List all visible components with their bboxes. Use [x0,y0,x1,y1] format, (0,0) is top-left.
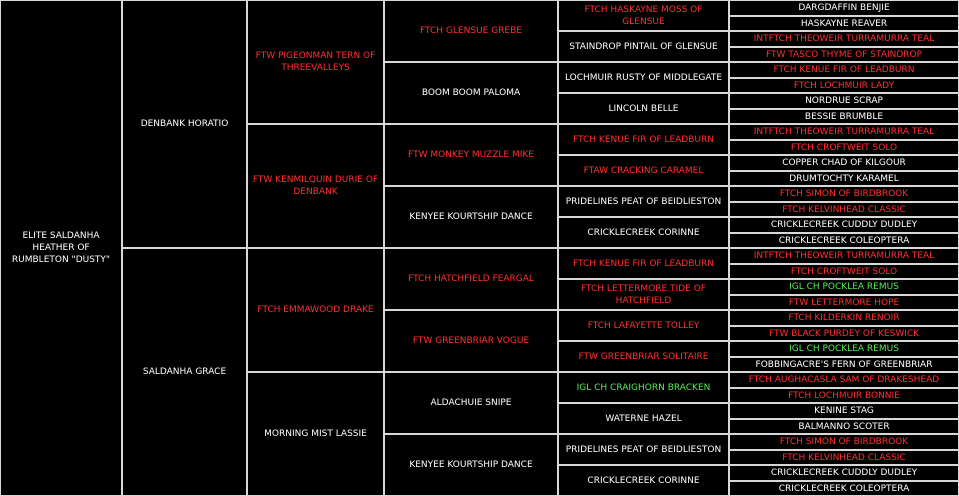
g5-ancestor-cell [729,248,959,264]
g5-ancestor-cell [729,140,959,155]
dog-name: KENYEE KOURTSHIP DANCE [409,460,533,470]
g5-ancestor-cell [729,372,959,388]
dog-name: FTW GREENBRIAR SOLITAIRE [578,351,709,362]
dog-name: CRICKLECREEK CUDDLY DUDLEY [770,220,918,230]
dog-name: FTW KENMILQUIN DURIE OF DENBANK [252,175,379,197]
g5-ancestor-cell [729,0,959,16]
dog-name: KENINE STAG [814,406,874,416]
g4-ancestor-cell [558,124,729,155]
dog-name: FTCH LOCHMUIR BONNIE [788,390,900,401]
dog-name: ELITE SALDANHA HEATHER OF RUMBLETON "DUSTY" [11,231,111,265]
great-grandparent-cell [384,310,558,372]
dog-name: CRICKLECREEK CUDDLY DUDLEY [770,468,918,478]
dog-name: IGL CH CRAIGHORN BRACKEN [576,382,711,393]
dog-name: LINCOLN BELLE [608,103,679,114]
g5-ancestor-cell [729,171,959,186]
dog-name: WATERNE HAZEL [605,413,682,424]
g4-ancestor-cell [558,310,729,341]
dog-name: PRIDELINES PEAT OF BEIDLIESTON [565,444,722,455]
dog-name: FTCH KELVINHEAD CLASSIC [782,452,906,463]
g5-ancestor-cell [729,326,959,341]
dog-name: NORDRUE SCRAP [805,96,883,106]
dog-name: FTCH KENUE FIR OF LEADBURN [573,258,714,269]
g5-ancestor-cell [729,109,959,124]
g5-ancestor-cell [729,465,959,481]
g4-ancestor-cell [558,217,729,248]
g5-ancestor-cell [729,295,959,310]
dog-name: COPPER CHAD OF KILGOUR [782,158,906,168]
great-grandparent-cell [384,124,558,186]
g5-ancestor-cell [729,357,959,372]
g5-ancestor-cell [729,388,959,403]
dog-name: FTCH CROFTWEIT SOLO [790,266,898,277]
grandparent-cell [247,124,384,248]
g4-ancestor-cell [558,0,729,31]
subject-cell [0,0,122,496]
g5-ancestor-cell [729,93,959,109]
g4-ancestor-cell [558,465,729,496]
great-grandparent-cell [384,248,558,310]
dog-name: FTCH SIMON OF BIRDBROOK [779,189,909,199]
grandparent-cell [247,372,384,496]
dog-name: DARGDAFFIN BENJIE [798,3,890,13]
g4-ancestor-cell [558,93,729,124]
dog-name: FTW LETTERMORE HOPE [788,297,900,308]
dog-name: FTCH LETTERMORE TIDE OF HATCHFIELD [581,283,706,306]
g4-ancestor-cell [558,155,729,186]
dog-name: CRICKLECREEK CORINNE [587,475,700,486]
g5-ancestor-cell [729,31,959,47]
g5-ancestor-cell [729,450,959,465]
g4-ancestor-cell [558,372,729,403]
g5-ancestor-cell [729,62,959,78]
g4-ancestor-cell [558,62,729,93]
dog-name: FTCH HASKAYNE MOSS OF GLENSUE [584,4,703,27]
sire-dam-cell [122,248,247,496]
great-grandparent-cell [384,0,558,62]
sire-dam-cell [122,0,247,248]
dog-name: FTW MONKEY MUZZLE MIKE [408,150,534,160]
g4-ancestor-cell [558,341,729,372]
dog-name: INTFTCH THEOWEIR TURRAMURRA TEAL [753,127,935,137]
g5-ancestor-cell [729,481,959,496]
dog-name: CRICKLECREEK COLEOPTERA [778,235,910,246]
dog-name: FTW GREENBRIAR VOGUE [412,336,530,346]
dog-name: STAINDROP PINTAIL OF GLENSUE [569,41,718,52]
dog-name: IGL CH POCKLEA REMUS [789,344,899,354]
g4-ancestor-cell [558,279,729,310]
dog-name: DRUMTOCHTY KARAMEL [789,173,899,184]
g5-ancestor-cell [729,341,959,357]
dog-name: FTCH LAFAYETTE TOLLEY [587,320,700,331]
grandparent-cell [247,0,384,124]
dog-name: FTCH KILDERKIN RENOIR [788,313,900,323]
dog-name: FTCH LOCHMUIR LADY [793,80,895,91]
dog-name: FTW BLACK PURDEY OF KESWICK [768,328,920,339]
grandparent-cell [247,248,384,372]
g5-ancestor-cell [729,78,959,93]
great-grandparent-cell [384,62,558,124]
dog-name: BOOM BOOM PALOMA [421,88,521,98]
g5-ancestor-cell [729,419,959,434]
dog-name: FTCH KELVINHEAD CLASSIC [782,204,906,215]
dog-name: PRIDELINES PEAT OF BEIDLIESTON [565,196,722,207]
g5-ancestor-cell [729,310,959,326]
g4-ancestor-cell [558,31,729,62]
g5-ancestor-cell [729,186,959,202]
dog-name: LOCHMUIR RUSTY OF MIDDLEGATE [564,72,723,83]
dog-name: BALMANNO SCOTER [798,421,890,432]
dog-name: ALDACHUIE SNIPE [430,398,512,408]
dog-name: FTW TASCO THYME OF STAINDROP [765,49,923,60]
dog-name: KENYEE KOURTSHIP DANCE [409,212,533,222]
dog-name: BESSIE BRUMBLE [804,111,884,122]
great-grandparent-cell [384,186,558,248]
dog-name: FTCH EMMAWOOD DRAKE [257,305,374,315]
dog-name: CRICKLECREEK COLEOPTERA [778,483,910,494]
dog-name: DENBANK HORATIO [140,119,229,129]
g5-ancestor-cell [729,217,959,233]
g5-ancestor-cell [729,16,959,31]
dog-name: FOBBINGACRE'S FERN OF GREENBRIAR [755,359,933,370]
g5-ancestor-cell [729,155,959,171]
g5-ancestor-cell [729,202,959,217]
g5-ancestor-cell [729,47,959,62]
g5-ancestor-cell [729,434,959,450]
g5-ancestor-cell [729,264,959,279]
dog-name: FTCH AUGHACASLA SAM OF DRAKESHEAD [748,375,940,385]
dog-name: FTCH KENUE FIR OF LEADBURN [573,134,714,145]
dog-name: FTCH HATCHFIELD FEARGAL [408,274,534,284]
dog-name: FTCH SIMON OF BIRDBROOK [779,437,909,447]
dog-name: FTCH KENUE FIR OF LEADBURN [773,65,915,75]
dog-name: FTAW CRACKING CARAMEL [583,165,704,176]
dog-name: INTFTCH THEOWEIR TURRAMURRA TEAL [753,34,935,44]
g4-ancestor-cell [558,248,729,279]
g4-ancestor-cell [558,186,729,217]
great-grandparent-cell [384,434,558,496]
dog-name: INTFTCH THEOWEIR TURRAMURRA TEAL [753,251,935,261]
g4-ancestor-cell [558,434,729,465]
dog-name: MORNING MIST LASSIE [264,429,367,439]
dog-name: IGL CH POCKLEA REMUS [789,282,899,292]
dog-name: FTCH CROFTWEIT SOLO [790,142,898,153]
great-grandparent-cell [384,372,558,434]
dog-name: FTCH GLENSUE GREBE [420,26,522,36]
g4-ancestor-cell [558,403,729,434]
dog-name: CRICKLECREEK CORINNE [587,227,700,238]
g5-ancestor-cell [729,279,959,295]
dog-name: HASKAYNE REAVER [800,18,888,29]
g5-ancestor-cell [729,124,959,140]
g5-ancestor-cell [729,233,959,248]
g5-ancestor-cell [729,403,959,419]
dog-name: FTW PIGEONMAN TERN OF THREEVALLEYS [255,51,376,73]
dog-name: SALDANHA GRACE [142,367,227,377]
